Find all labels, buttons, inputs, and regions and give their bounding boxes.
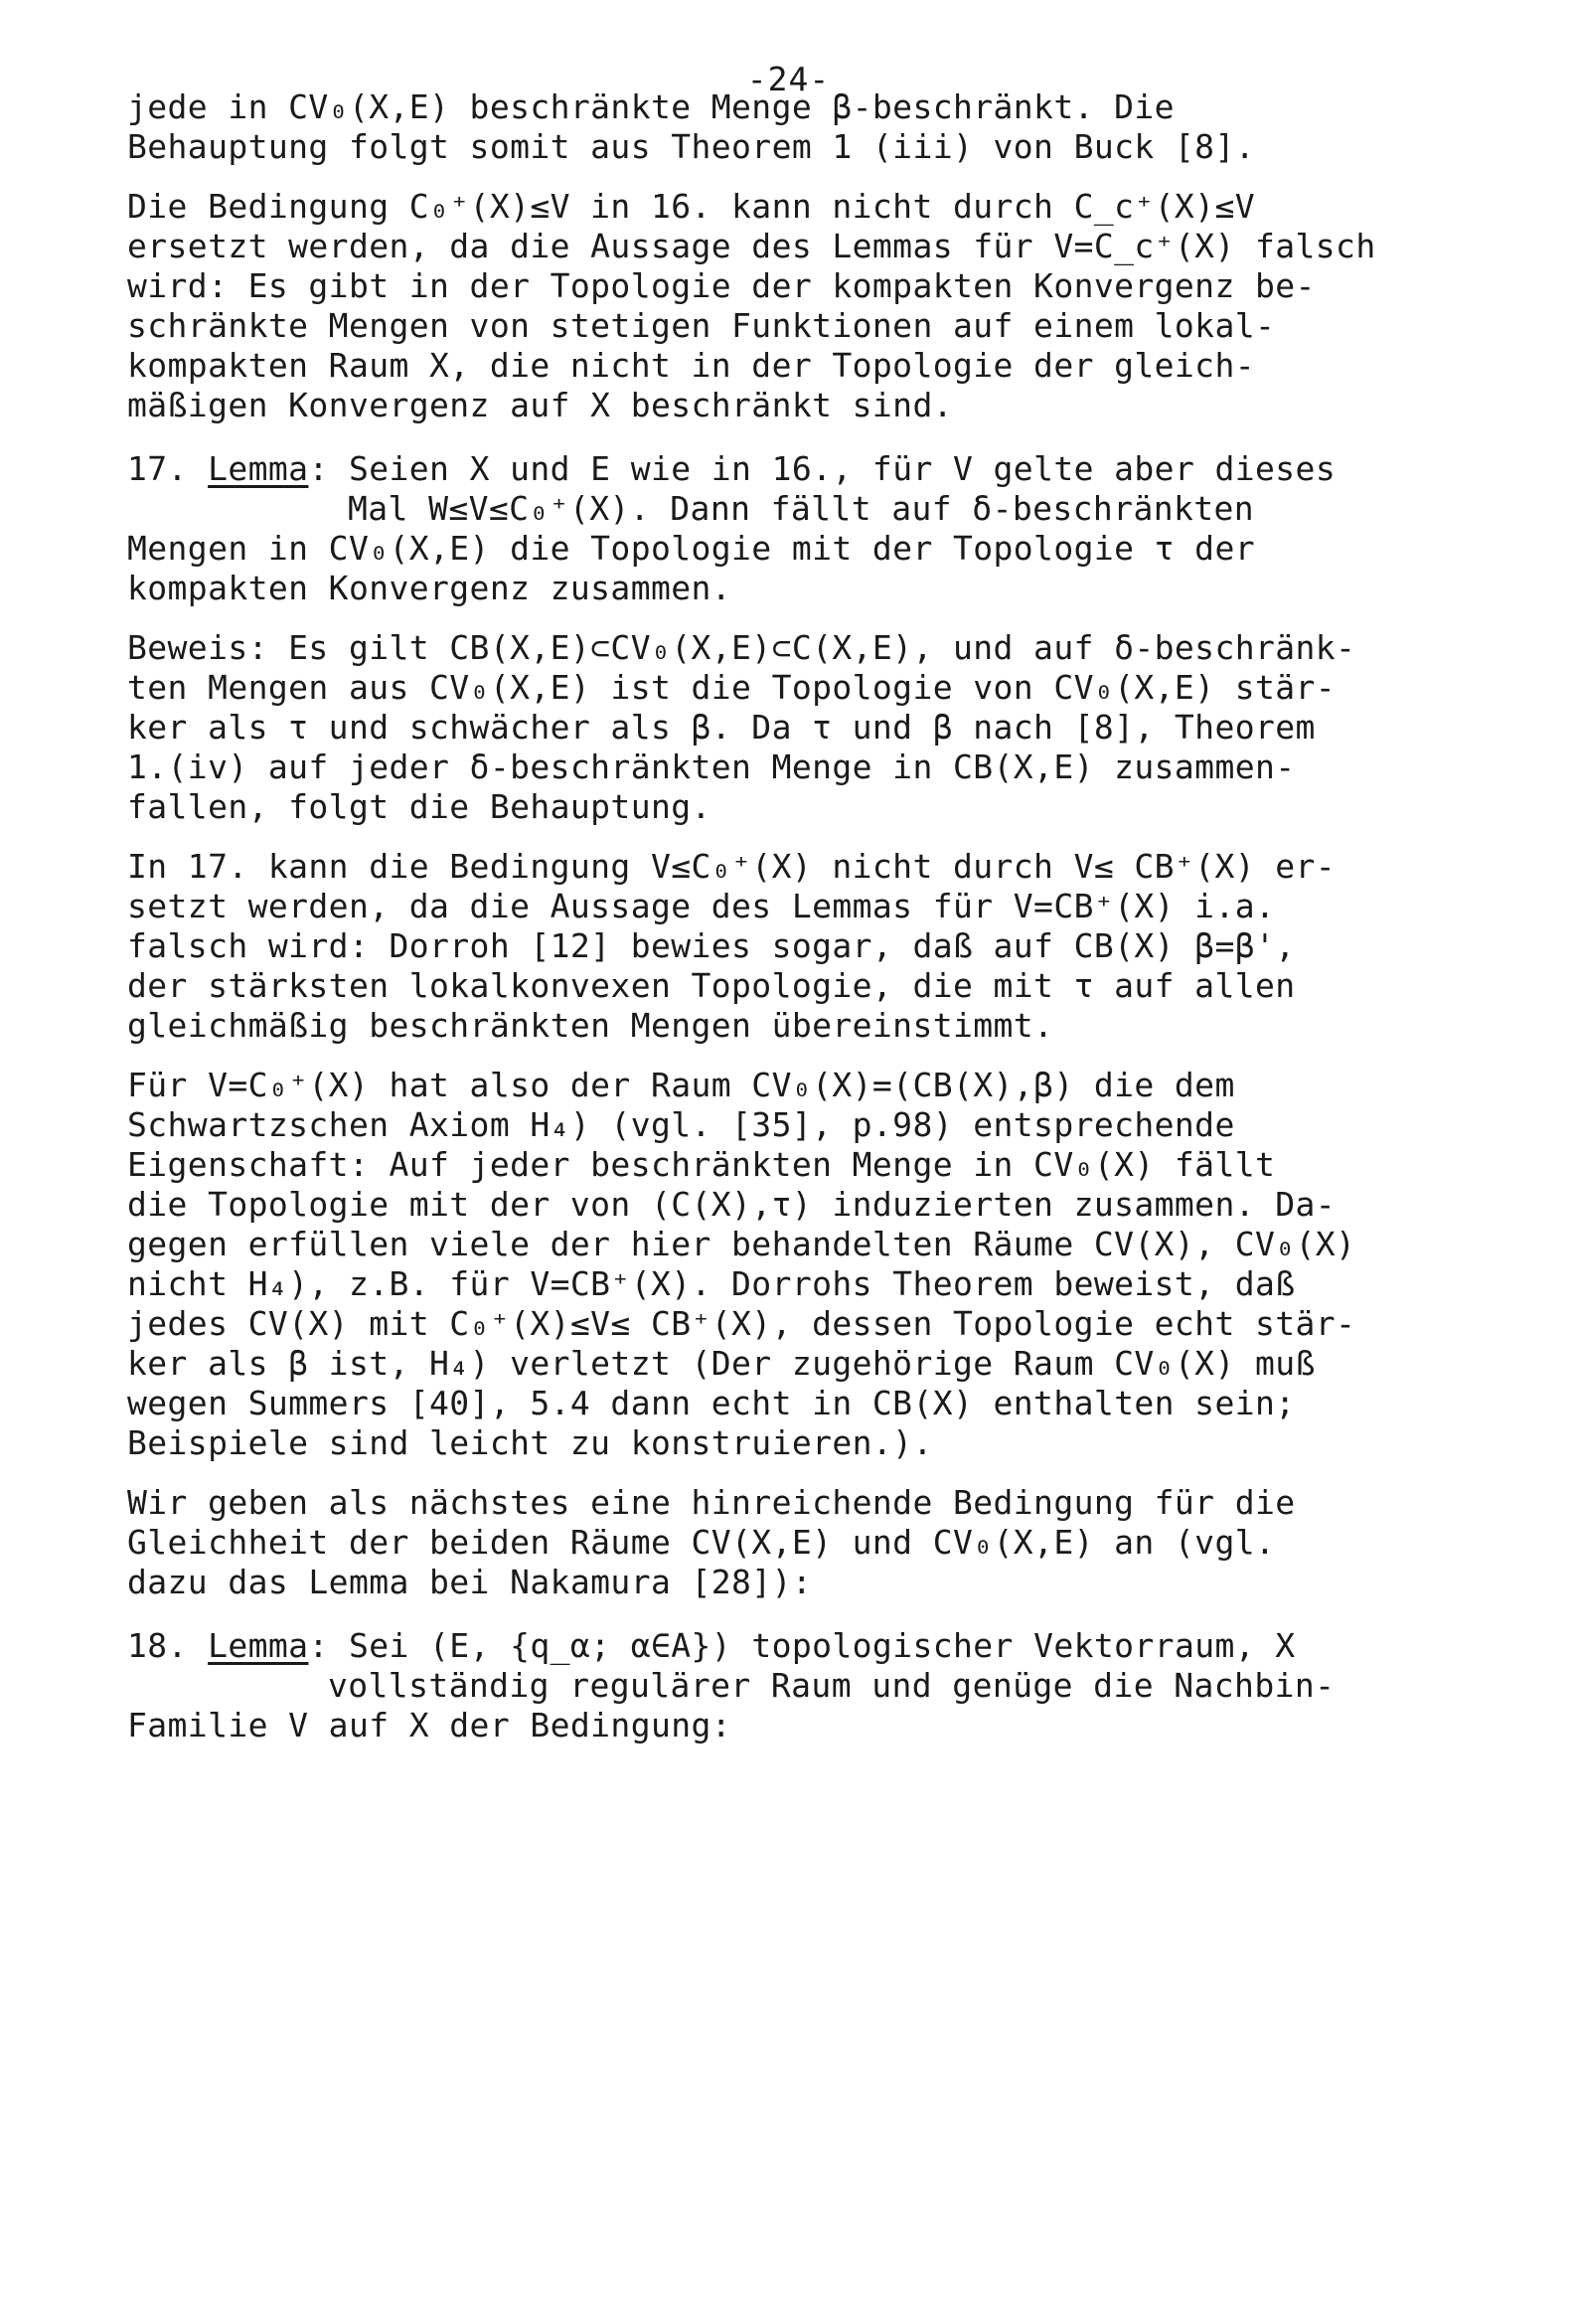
text-line: gegen erfüllen viele der hier behandelten Räume CV(X), CV₀(X) <box>127 1225 1356 1263</box>
text-line: setzt werden, da die Aussage des Lemmas für V=CB⁺(X) i.a. <box>127 887 1276 925</box>
text-line: die Topologie mit der von (C(X),τ) induzierten zusammen. Da- <box>127 1185 1337 1224</box>
lemma-text: : Sei (E, {q_α; α∈A}) topologischer Vektorraum, X <box>308 1626 1296 1665</box>
text-line: falsch wird: Dorroh [12] bewies sogar, daß auf CB(X) β=β', <box>127 926 1296 965</box>
text-line: mäßigen Konvergenz auf X beschränkt sind. <box>127 386 953 424</box>
text-line: wegen Summers [40], 5.4 dann echt in CB(X) enthalten sein; <box>127 1384 1296 1422</box>
text-line: kompakten Raum X, die nicht in der Topologie der gleich- <box>127 346 1255 385</box>
text-line: Behauptung folgt somit aus Theorem 1 (iii) von Buck [8]. <box>127 127 1255 166</box>
text-line: Beweis: Es gilt CB(X,E)⊂CV₀(X,E)⊂C(X,E), und auf δ-beschränk- <box>127 628 1356 667</box>
lemma-17-heading-line <box>127 449 1336 489</box>
page-number: -24- <box>746 60 831 98</box>
text-line: Für V=C₀⁺(X) hat also der Raum CV₀(X)=(CB(X),β) die dem <box>127 1066 1235 1104</box>
text-line: Eigenschaft: Auf jeder beschränkten Menge in CV₀(X) fällt <box>127 1145 1276 1184</box>
text-line: nicht H₄), z.B. für V=CB⁺(X). Dorrohs Theorem beweist, daß <box>127 1264 1296 1303</box>
text-line: ten Mengen aus CV₀(X,E) ist die Topologie von CV₀(X,E) stär- <box>127 668 1337 707</box>
text-line: Die Bedingung C₀⁺(X)≤V in 16. kann nicht durch C_c⁺(X)≤V <box>127 187 1255 226</box>
text-line: der stärksten lokalkonvexen Topologie, die mit τ auf allen <box>127 966 1296 1005</box>
text-line: Mal W≤V≤C₀⁺(X). Dann fällt auf δ-beschränkten <box>348 489 1255 528</box>
text-line: schränkte Mengen von stetigen Funktionen auf einem lokal- <box>127 306 1276 345</box>
text-line: ker als β ist, H₄) verletzt (Der zugehörige Raum CV₀(X) muß <box>127 1344 1316 1383</box>
lemma-number: 18. <box>127 1626 188 1665</box>
text-line: jedes CV(X) mit C₀⁺(X)≤V≤ CB⁺(X), dessen Topologie echt stär- <box>127 1304 1356 1343</box>
text-line: fallen, folgt die Behauptung. <box>127 787 711 826</box>
text-line: Mengen in CV₀(X,E) die Topologie mit der Topologie τ der <box>127 529 1255 568</box>
text-line: kompakten Konvergenz zusammen. <box>127 569 732 607</box>
text-line: ersetzt werden, da die Aussage des Lemmas für V=C_c⁺(X) falsch <box>127 227 1376 265</box>
text-line: gleichmäßig beschränkten Mengen übereinstimmt. <box>127 1006 1054 1045</box>
text-line: Familie V auf X der Bedingung: <box>127 1706 732 1744</box>
text-line: Gleichheit der beiden Räume CV(X,E) und CV₀(X,E) an (vgl. <box>127 1523 1276 1562</box>
lemma-label: Lemma <box>208 449 309 488</box>
text-line: Beispiele sind leicht zu konstruieren.). <box>127 1423 933 1462</box>
text-line: jede in CV₀(X,E) beschränkte Menge β-beschränkt. Die <box>127 87 1175 126</box>
text-line: Schwartzschen Axiom H₄) (vgl. [35], p.98) entsprechende <box>127 1105 1235 1144</box>
text-line: vollständig regulärer Raum und genüge die Nachbin- <box>328 1666 1336 1705</box>
text-line: wird: Es gibt in der Topologie der kompakten Konvergenz be- <box>127 266 1316 305</box>
lemma-text: : Seien X und E wie in 16., für V gelte aber dieses <box>308 449 1337 488</box>
text-line: 1.(iv) auf jeder δ-beschränkten Menge in CB(X,E) zusammen- <box>127 747 1296 786</box>
text-line: ker als τ und schwächer als β. Da τ und β nach [8], Theorem <box>127 708 1316 747</box>
text-line: In 17. kann die Bedingung V≤C₀⁺(X) nicht durch V≤ CB⁺(X) er- <box>127 847 1337 886</box>
lemma-label: Lemma <box>208 1626 309 1665</box>
lemma-number: 17. <box>127 449 188 488</box>
text-line: dazu das Lemma bei Nakamura [28]): <box>127 1563 813 1601</box>
lemma-18-heading-line <box>127 1626 1296 1666</box>
text-line: Wir geben als nächstes eine hinreichende Bedingung für die <box>127 1483 1296 1522</box>
